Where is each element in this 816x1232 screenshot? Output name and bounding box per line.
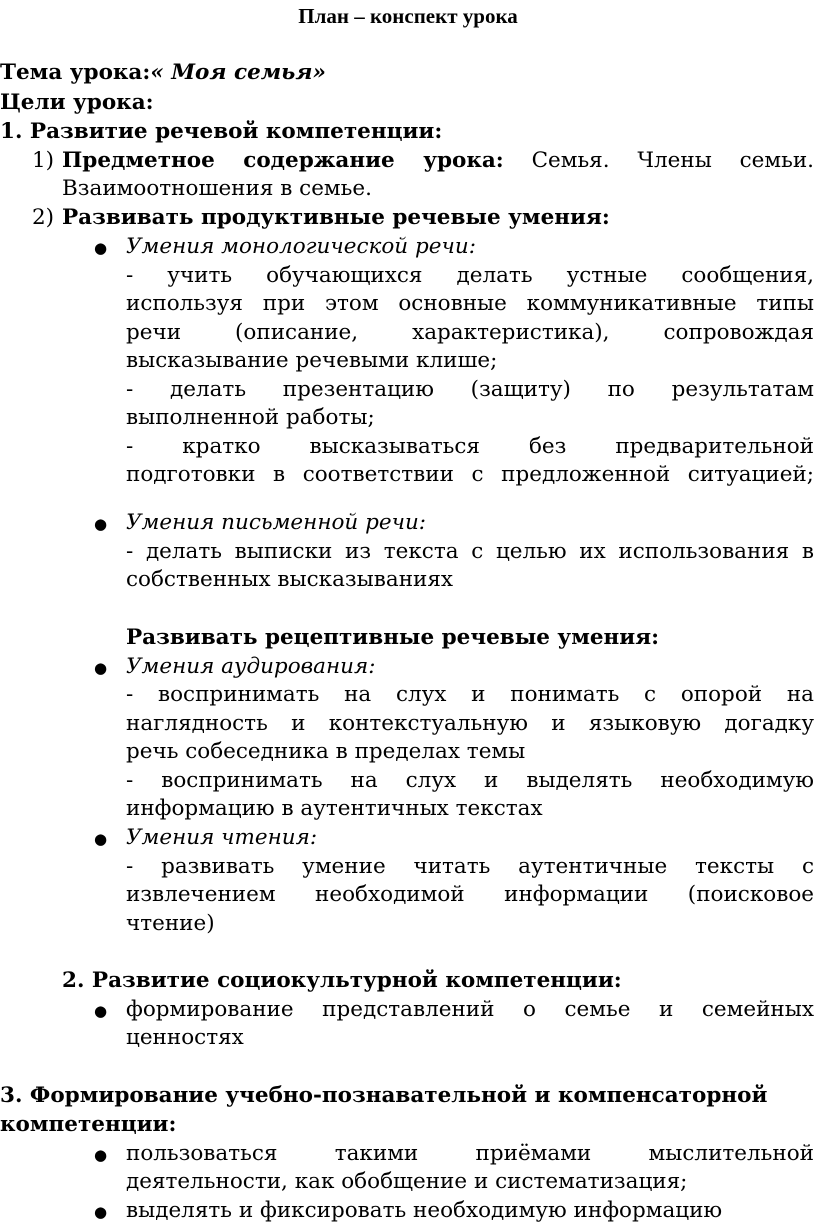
writing-line: - делать выписки из текста с целью их использования в bbox=[126, 539, 814, 564]
reading-line: - развивать умение читать аутентичные тексты с bbox=[126, 854, 814, 879]
item1-line1 bbox=[62, 150, 814, 172]
listening-line: - воспринимать на слух и выделять необходимую bbox=[126, 768, 814, 793]
topic-line bbox=[0, 62, 326, 84]
item1-label: Предметное содержание урока: bbox=[62, 148, 504, 173]
section3-heading: 3. Формирование учебно-познавательной и компенсаторной bbox=[0, 1083, 768, 1108]
listening-title: Умения аудирования: bbox=[126, 654, 376, 679]
writing-title: Умения письменной речи: bbox=[126, 510, 427, 535]
writing-line: собственных высказываниях bbox=[126, 567, 454, 592]
monologue-line: - учить обучающихся делать устные сообщения, bbox=[126, 263, 814, 288]
listening-line: информацию в аутентичных текстах bbox=[126, 796, 543, 821]
section3-line: пользоваться такими приёмами мыслительной bbox=[126, 1141, 814, 1166]
item1-line2: Взаимоотношения в семье. bbox=[62, 176, 372, 201]
item2-num: 2) bbox=[32, 205, 55, 230]
bullet-icon: ● bbox=[94, 515, 108, 533]
monologue-title: Умения монологической речи: bbox=[126, 234, 476, 259]
listening-line: речь собеседника в пределах темы bbox=[126, 739, 526, 764]
reading-title: Умения чтения: bbox=[126, 825, 318, 850]
monologue-line: - кратко высказываться без предварительной bbox=[126, 434, 814, 459]
bullet-icon: ● bbox=[94, 1203, 108, 1221]
section3-heading-cont: компетенции: bbox=[0, 1112, 177, 1137]
section3-line: деятельности, как обобщение и систематизация; bbox=[126, 1169, 688, 1194]
topic-label: Тема урока: bbox=[0, 60, 151, 85]
section2-line: формирование представлений о семье и семейных bbox=[126, 997, 814, 1022]
topic-value: « Моя семья» bbox=[150, 60, 326, 85]
listening-line: наглядность и контекстуальную и языковую догадку bbox=[126, 711, 814, 736]
item2-label: Развивать продуктивные речевые умения: bbox=[62, 205, 610, 230]
monologue-line: высказывание речевыми клише; bbox=[126, 348, 498, 373]
receptive-heading: Развивать рецептивные речевые умения: bbox=[126, 625, 660, 650]
listening-line: - воспринимать на слух и понимать с опорой на bbox=[126, 682, 814, 707]
bullet-icon: ● bbox=[94, 239, 108, 257]
section3-line: выделять и фиксировать необходимую информацию bbox=[126, 1198, 723, 1223]
item1-num: 1) bbox=[32, 148, 55, 173]
bullet-icon: ● bbox=[94, 1146, 108, 1164]
page-title: План – конспект урока bbox=[298, 4, 518, 28]
bullet-icon: ● bbox=[94, 830, 108, 848]
item1-text1: Семья. Члены семьи. bbox=[531, 148, 814, 173]
section1-heading: 1. Развитие речевой компетенции: bbox=[0, 119, 443, 144]
bullet-icon: ● bbox=[94, 1002, 108, 1020]
reading-line: чтение) bbox=[126, 911, 215, 936]
reading-line: извлечением необходимой информации (поисковое bbox=[126, 882, 814, 907]
monologue-line: выполненной работы; bbox=[126, 405, 375, 430]
section2-heading: 2. Развитие социокультурной компетенции: bbox=[62, 968, 622, 993]
bullet-icon: ● bbox=[94, 659, 108, 677]
monologue-line: - делать презентацию (защиту) по результатам bbox=[126, 377, 814, 402]
monologue-line: используя при этом основные коммуникативные типы bbox=[126, 291, 814, 316]
section2-line: ценностях bbox=[126, 1025, 244, 1050]
monologue-line: подготовки в соответствии с предложенной ситуацией; bbox=[126, 462, 814, 487]
goals-label: Цели урока: bbox=[0, 90, 154, 115]
monologue-line: речи (описание, характеристика), сопровождая bbox=[126, 320, 814, 345]
